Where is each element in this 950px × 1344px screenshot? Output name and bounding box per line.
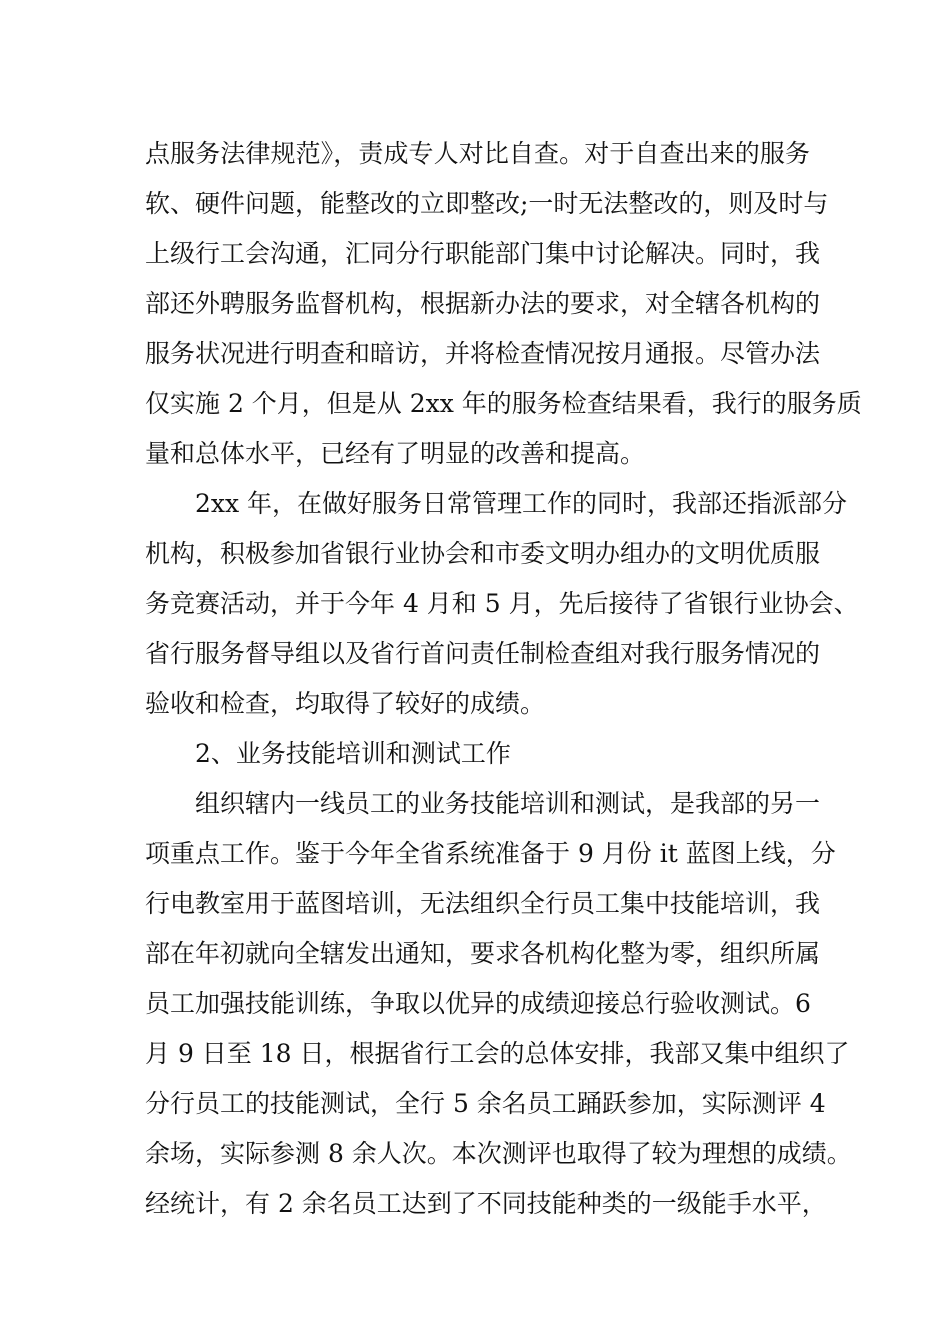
text-line: 项重点工作。鉴于今年全省系统准备于 9 月份 it 蓝图上线，分 (145, 839, 836, 868)
text-line: 服务状况进行明查和暗访，并将检查情况按月通报。尽管办法 (145, 339, 821, 368)
text-line: 点服务法律规范》，责成专人对比自查。对于自查出来的服务 (145, 139, 810, 168)
paragraph-first-line: 2xx 年，在做好服务日常管理工作的同时，我部还指派部分 (195, 489, 848, 518)
text-line: 机构，积极参加省银行业协会和市委文明办组办的文明优质服 (145, 539, 821, 568)
text-line: 部还外聘服务监督机构，根据新办法的要求，对全辖各机构的 (145, 289, 821, 318)
section-heading: 2、业务技能培训和测试工作 (195, 739, 511, 768)
text-line: 省行服务督导组以及省行首问责任制检查组对我行服务情况的 (145, 639, 821, 668)
text-line: 分行员工的技能测试，全行 5 余名员工踊跃参加，实际测评 4 (145, 1089, 826, 1118)
body-text (145, 129, 862, 1229)
text-line: 部在年初就向全辖发出通知，要求各机构化整为零，组织所属 (145, 939, 821, 968)
text-line: 余场，实际参测 8 余人次。本次测评也取得了较为理想的成绩。 (145, 1139, 852, 1168)
text-line: 量和总体水平，已经有了明显的改善和提高。 (145, 439, 646, 468)
text-line: 上级行工会沟通，汇同分行职能部门集中讨论解决。同时，我 (145, 239, 821, 268)
text-line: 验收和检查，均取得了较好的成绩。 (145, 689, 546, 718)
text-line: 员工加强技能训练，争取以优异的成绩迎接总行验收测试。6 (145, 989, 811, 1018)
paragraph-first-line: 组织辖内一线员工的业务技能培训和测试，是我部的另一 (195, 789, 821, 818)
text-line: 月 9 日至 18 日，根据省行工会的总体安排，我部又集中组织了 (145, 1039, 850, 1068)
text-line: 软、硬件问题，能整改的立即整改;一时无法整改的，则及时与 (145, 189, 829, 218)
text-line: 仅实施 2 个月，但是从 2xx 年的服务检查结果看，我行的服务质 (145, 389, 862, 418)
text-line: 行电教室用于蓝图培训，无法组织全行员工集中技能培训，我 (145, 889, 821, 918)
text-line: 经统计，有 2 余名员工达到了不同技能种类的一级能手水平， (145, 1189, 827, 1218)
text-line: 务竞赛活动，并于今年 4 月和 5 月，先后接待了省银行业协会、 (145, 589, 859, 618)
